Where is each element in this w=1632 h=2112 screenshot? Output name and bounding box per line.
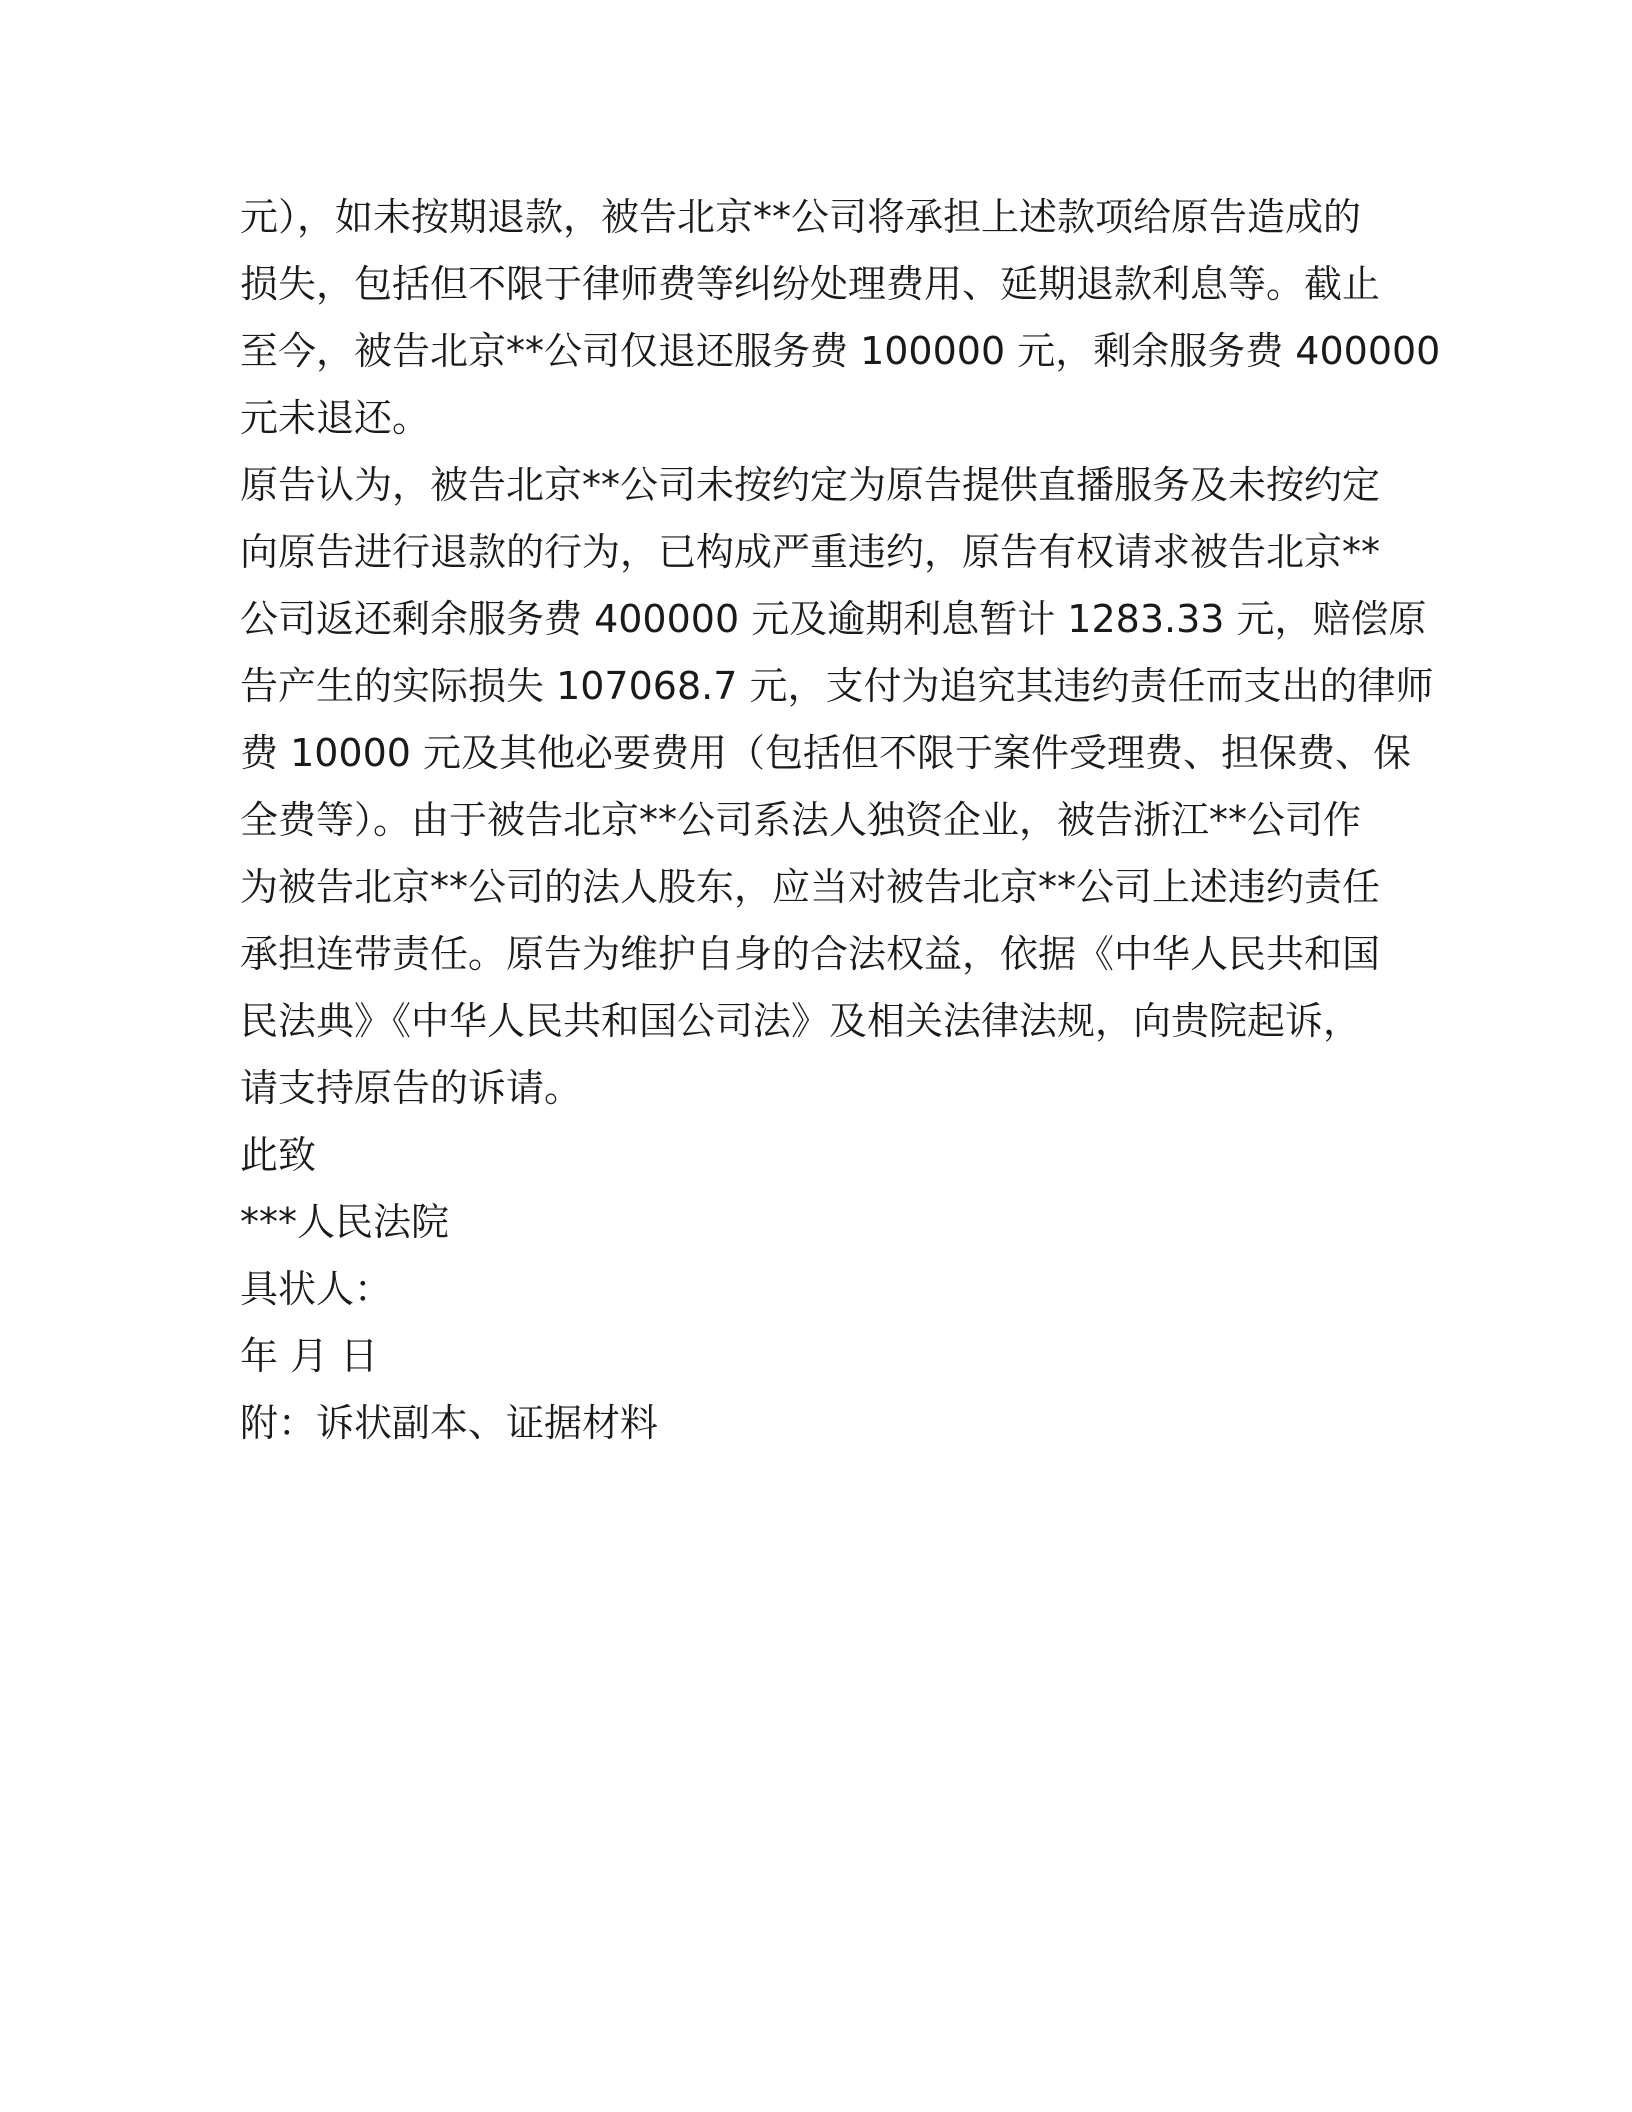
document-body [240, 184, 1441, 1457]
court-name: ***人民法院 [240, 1200, 450, 1244]
date-line: 年 月 日 [240, 1334, 379, 1378]
text-line: 费 10000 元及其他必要费用（包括但不限于案件受理费、担保费、保 [240, 731, 1412, 775]
text-line: 元），如未按期退款，被告北京**公司将承担上述款项给原告造成的 [240, 195, 1362, 239]
text-line: 承担连带责任。原告为维护自身的合法权益，依据《中华人民共和国 [240, 932, 1381, 976]
text-line: 全费等）。由于被告北京**公司系法人独资企业，被告浙江**公司作 [240, 798, 1362, 842]
signer-label: 具状人： [240, 1267, 393, 1311]
text-line: 告产生的实际损失 107068.7 元，支付为追究其违约责任而支出的律师 [240, 664, 1434, 708]
text-line: 请支持原告的诉请。 [240, 1066, 583, 1110]
text-line: 原告认为，被告北京**公司未按约定为原告提供直播服务及未按约定 [240, 463, 1381, 507]
text-line: 向原告进行退款的行为，已构成严重违约，原告有权请求被告北京** [240, 530, 1381, 574]
text-line: 元未退还。 [240, 396, 431, 440]
text-line: 公司返还剩余服务费 400000 元及逾期利息暂计 1283.33 元，赔偿原 [240, 597, 1427, 641]
text-line: 至今，被告北京**公司仅退还服务费 100000 元，剩余服务费 400000 [240, 329, 1441, 373]
text-line: 民法典》《中华人民共和国公司法》及相关法律法规，向贵院起诉， [240, 999, 1362, 1043]
text-line: 为被告北京**公司的法人股东，应当对被告北京**公司上述违约责任 [240, 865, 1381, 909]
salutation: 此致 [240, 1133, 317, 1177]
text-line: 损失，包括但不限于律师费等纠纷处理费用、延期退款利息等。截止 [240, 262, 1381, 306]
attachments-line: 附：诉状副本、证据材料 [240, 1401, 659, 1445]
